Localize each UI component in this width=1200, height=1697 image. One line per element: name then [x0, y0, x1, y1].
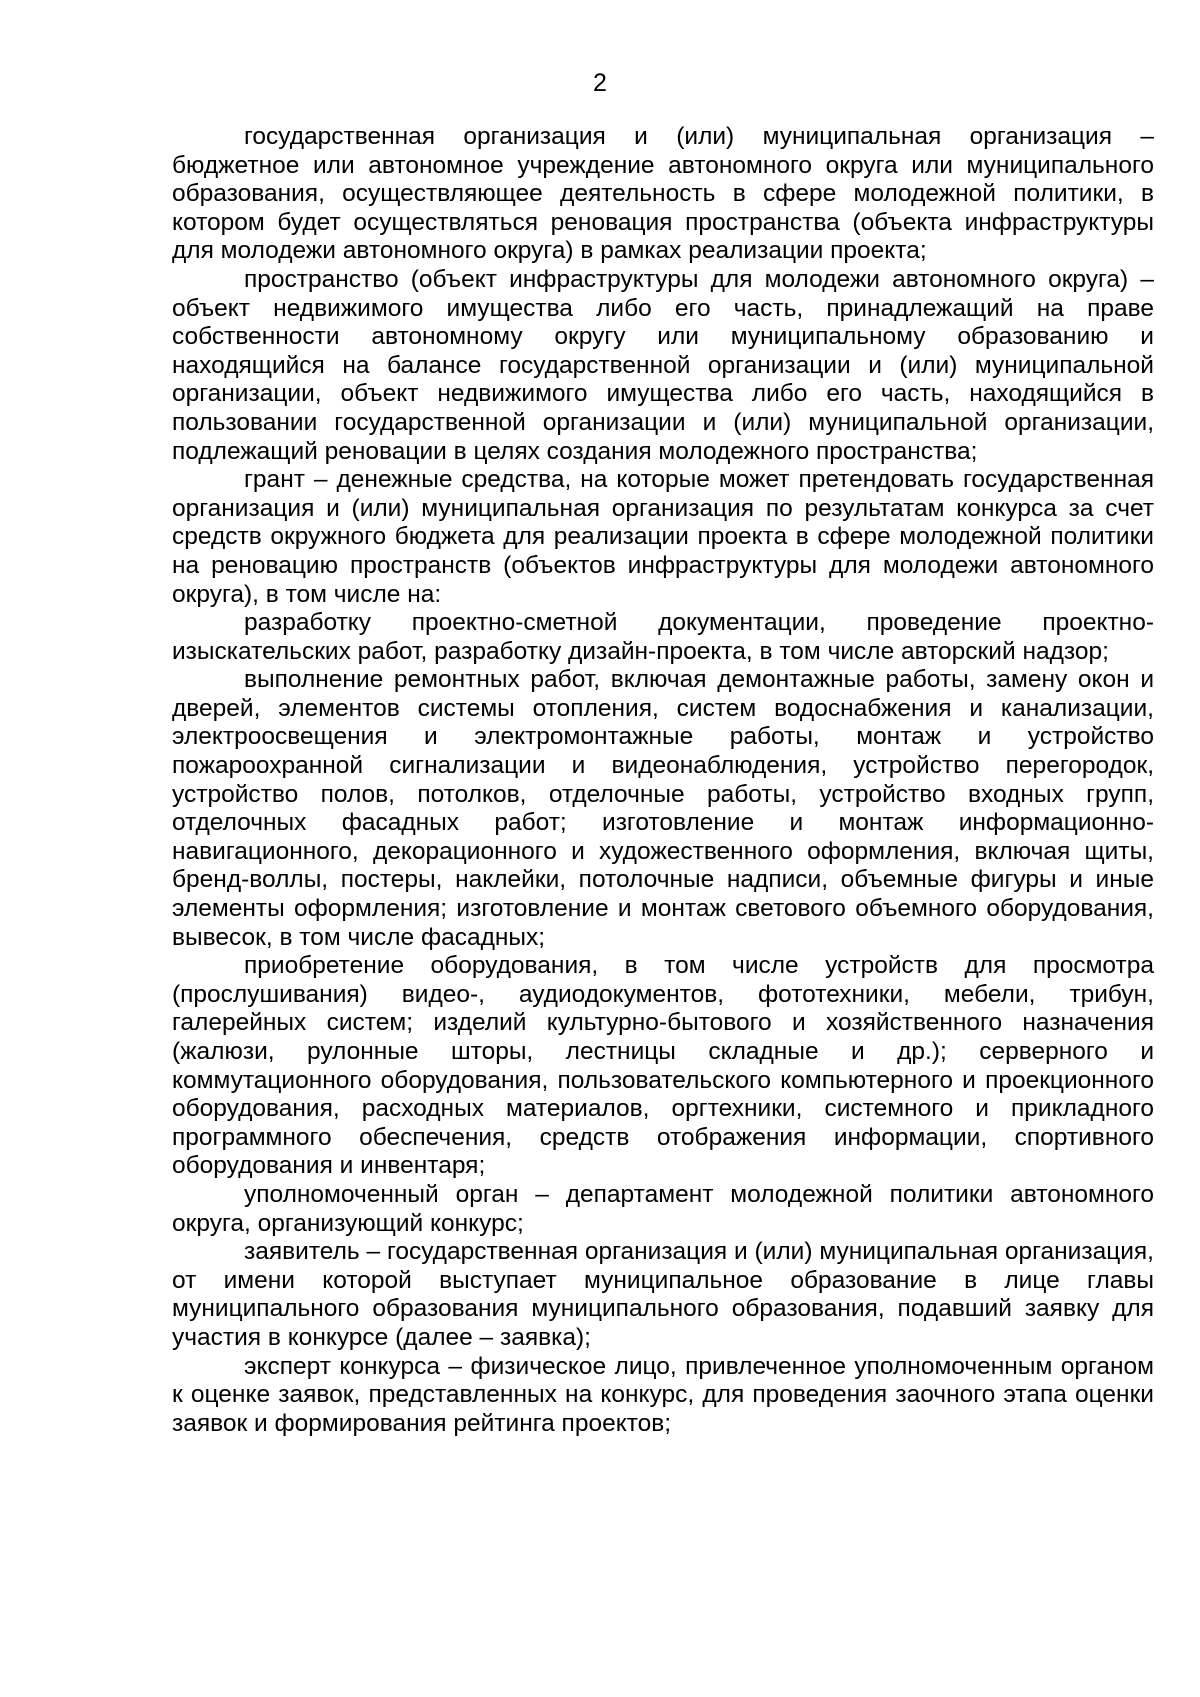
paragraph-design-documentation: разработку проектно-сметной документации, проведение проектно-изыскательских работ, разработку дизайн-проекта, в том числе авторский надзор;: [172, 609, 1154, 665]
document-body: [172, 123, 1154, 1438]
paragraph-state-organization-definition: государственная организация и (или) муниципальная организация – бюджетное или автономное учреждение автономного округа или муниципального образования, осуществляющее деятельность в сфере молодежной политики, в котором будет осуществляться реновация пространства (объекта инфраструктуры для молодежи автономного округа) в рамках реализации проекта;: [172, 123, 1154, 265]
paragraph-space-definition: пространство (объект инфраструктуры для молодежи автономного округа) – объект недвижимого имущества либо его часть, принадлежащий на праве собственности автономному округу или муниципальному образованию и находящийся на балансе государственной организации и (или) муниципальной организации, объект недвижимого имущества либо его часть, находящийся в пользовании государственной организации и (или) муниципальной организации, подлежащий реновации в целях создания молодежного пространства;: [172, 265, 1154, 465]
paragraph-grant-definition: грант – денежные средства, на которые может претендовать государственная организация и (или) муниципальная организация по результатам конкурса за счет средств окружного бюджета для реализации проекта в сфере молодежной политики на реновацию пространств (объектов инфраструктуры для молодежи автономного округа), в том числе на:: [172, 466, 1154, 608]
paragraph-authorized-body-definition: уполномоченный орган – департамент молодежной политики автономного округа, организующий конкурс;: [172, 1180, 1154, 1237]
paragraph-applicant-definition: заявитель – государственная организация и (или) муниципальная организация, от имени которой выступает муниципальное образование в лице главы муниципального образования муниципального образования, подавший заявку для участия в конкурсе (далее – заявка);: [172, 1238, 1154, 1351]
paragraph-repair-works: выполнение ремонтных работ, включая демонтажные работы, замену окон и дверей, элементов системы отопления, систем водоснабжения и канализации, электроосвещения и электромонтажные работы, монтаж и устройство пожароохранной сигнализации и видеонаблюдения, устройство перегородок, устройство полов, потолков, отделочные работы, устройство входных групп, отделочных фасадных работ; изготовление и монтаж информационно-навигационного, декорационного и художественного оформления, включая щиты, бренд-воллы, постеры, наклейки, потолочные надписи, объемные фигуры и иные элементы оформления; изготовление и монтаж светового объемного оборудования, вывесок, в том числе фасадных;: [172, 666, 1154, 951]
paragraph-equipment-purchase: приобретение оборудования, в том числе устройств для просмотра (прослушивания) видео-, аудиодокументов, фототехники, мебели, трибун, галерейных систем; изделий культурно-бытового и хозяйственного назначения (жалюзи, рулонные шторы, лестницы складные и др.); серверного и коммутационного оборудования, пользовательского компьютерного и проекционного оборудования, расходных материалов, оргтехники, системного и прикладного программного обеспечения, средств отображения информации, спортивного оборудования и инвентаря;: [172, 952, 1154, 1180]
page-number: 2: [593, 69, 607, 97]
paragraph-expert-definition: эксперт конкурса – физическое лицо, привлеченное уполномоченным органом к оценке заявок, представленных на конкурс, для проведения заочного этапа оценки заявок и формирования рейтинга проектов;: [172, 1352, 1154, 1437]
